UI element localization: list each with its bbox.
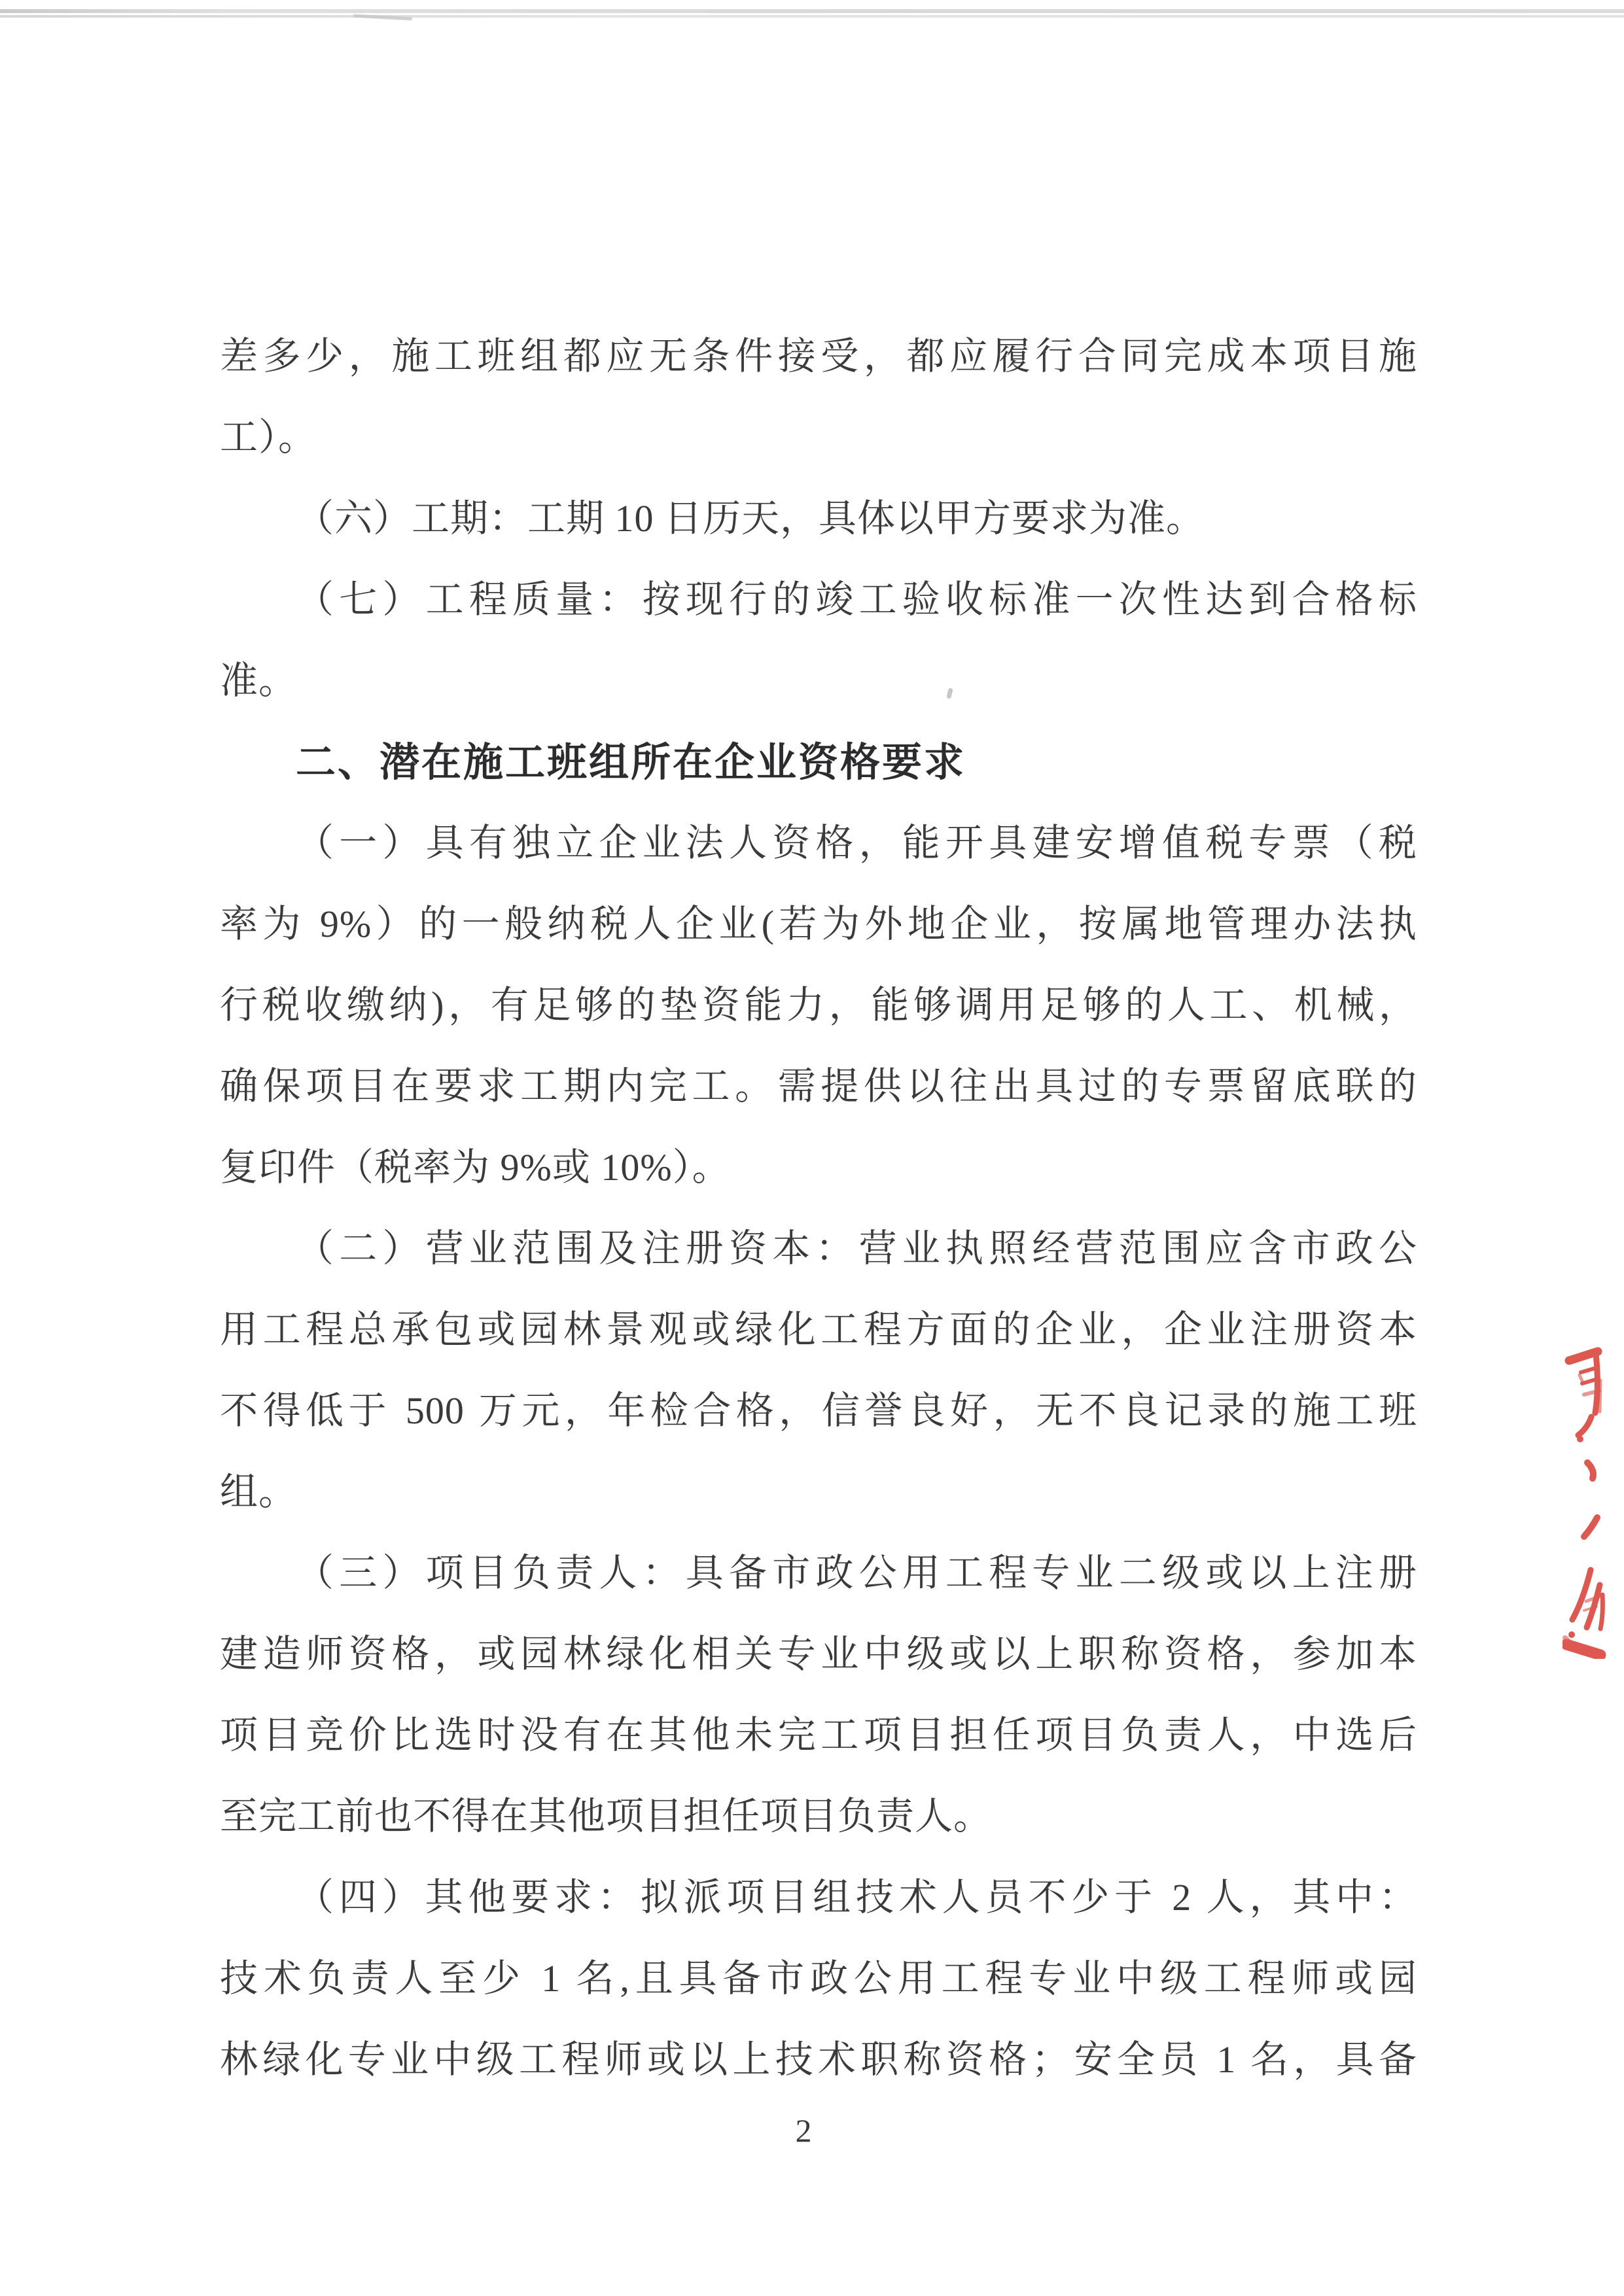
text-line: 至完工前也不得在其他项目担任项目负责人。 — [220, 1795, 993, 1837]
text-line: （六）工期：工期 10 日历天，具体以甲方要求为准。 — [296, 497, 1205, 540]
text-line: 不得低于 500 万元，年检合格，信誉良好，无不良记录的施工班 — [220, 1389, 1417, 1432]
text-line: 组。 — [220, 1470, 298, 1513]
text-line: （一）具有独立企业法人资格，能开具建安增值税专票（税 — [296, 822, 1417, 864]
text-line: 项目竞价比选时没有在其他未完工项目担任项目负责人，中选后 — [220, 1714, 1417, 1756]
text-line: 用工程总承包或园林景观或绿化工程方面的企业，企业注册资本 — [220, 1308, 1417, 1351]
text-line: 率为 9%）的一般纳税人企业(若为外地企业，按属地管理办法执 — [220, 903, 1417, 945]
text-line: 准。 — [220, 659, 298, 702]
text-line: 工）。 — [220, 416, 317, 459]
text-line: 林绿化专业中级工程师或以上技术职称资格；安全员 1 名，具备 — [220, 2038, 1417, 2081]
text-line: 复印件（税率为 9%或 10%）。 — [220, 1146, 731, 1189]
section-heading: 二、潜在施工班组所在企业资格要求 — [296, 740, 966, 784]
text-line: （二）营业范围及注册资本：营业执照经营范围应含市政公 — [296, 1227, 1417, 1270]
text-line: （七）工程质量：按现行的竣工验收标准一次性达到合格标 — [296, 578, 1417, 621]
text-line: （四）其他要求：拟派项目组技术人员不少于 2 人，其中： — [296, 1876, 1417, 1919]
text-line: 行税收缴纳)，有足够的垫资能力，能够调用足够的人工、机械， — [220, 984, 1417, 1026]
document-body — [220, 316, 1417, 2100]
text-line: 建造师资格，或园林绿化相关专业中级或以上职称资格，参加本 — [220, 1633, 1417, 1675]
page-number: 2 — [795, 2112, 812, 2149]
text-line: 差多少，施工班组都应无条件接受，都应履行合同完成本项目施 — [220, 335, 1417, 377]
text-line: 技术负责人至少 1 名,且具备市政公用工程专业中级工程师或园 — [220, 1957, 1417, 2000]
scan-artifact-line — [0, 9, 1624, 13]
red-stamp-fragment — [1562, 1346, 1610, 1659]
text-line: （三）项目负责人：具备市政公用工程专业二级或以上注册 — [296, 1552, 1417, 1594]
scan-artifact-line — [0, 15, 1624, 18]
text-line: 确保项目在要求工期内完工。需提供以往出具过的专票留底联的 — [220, 1065, 1417, 1107]
